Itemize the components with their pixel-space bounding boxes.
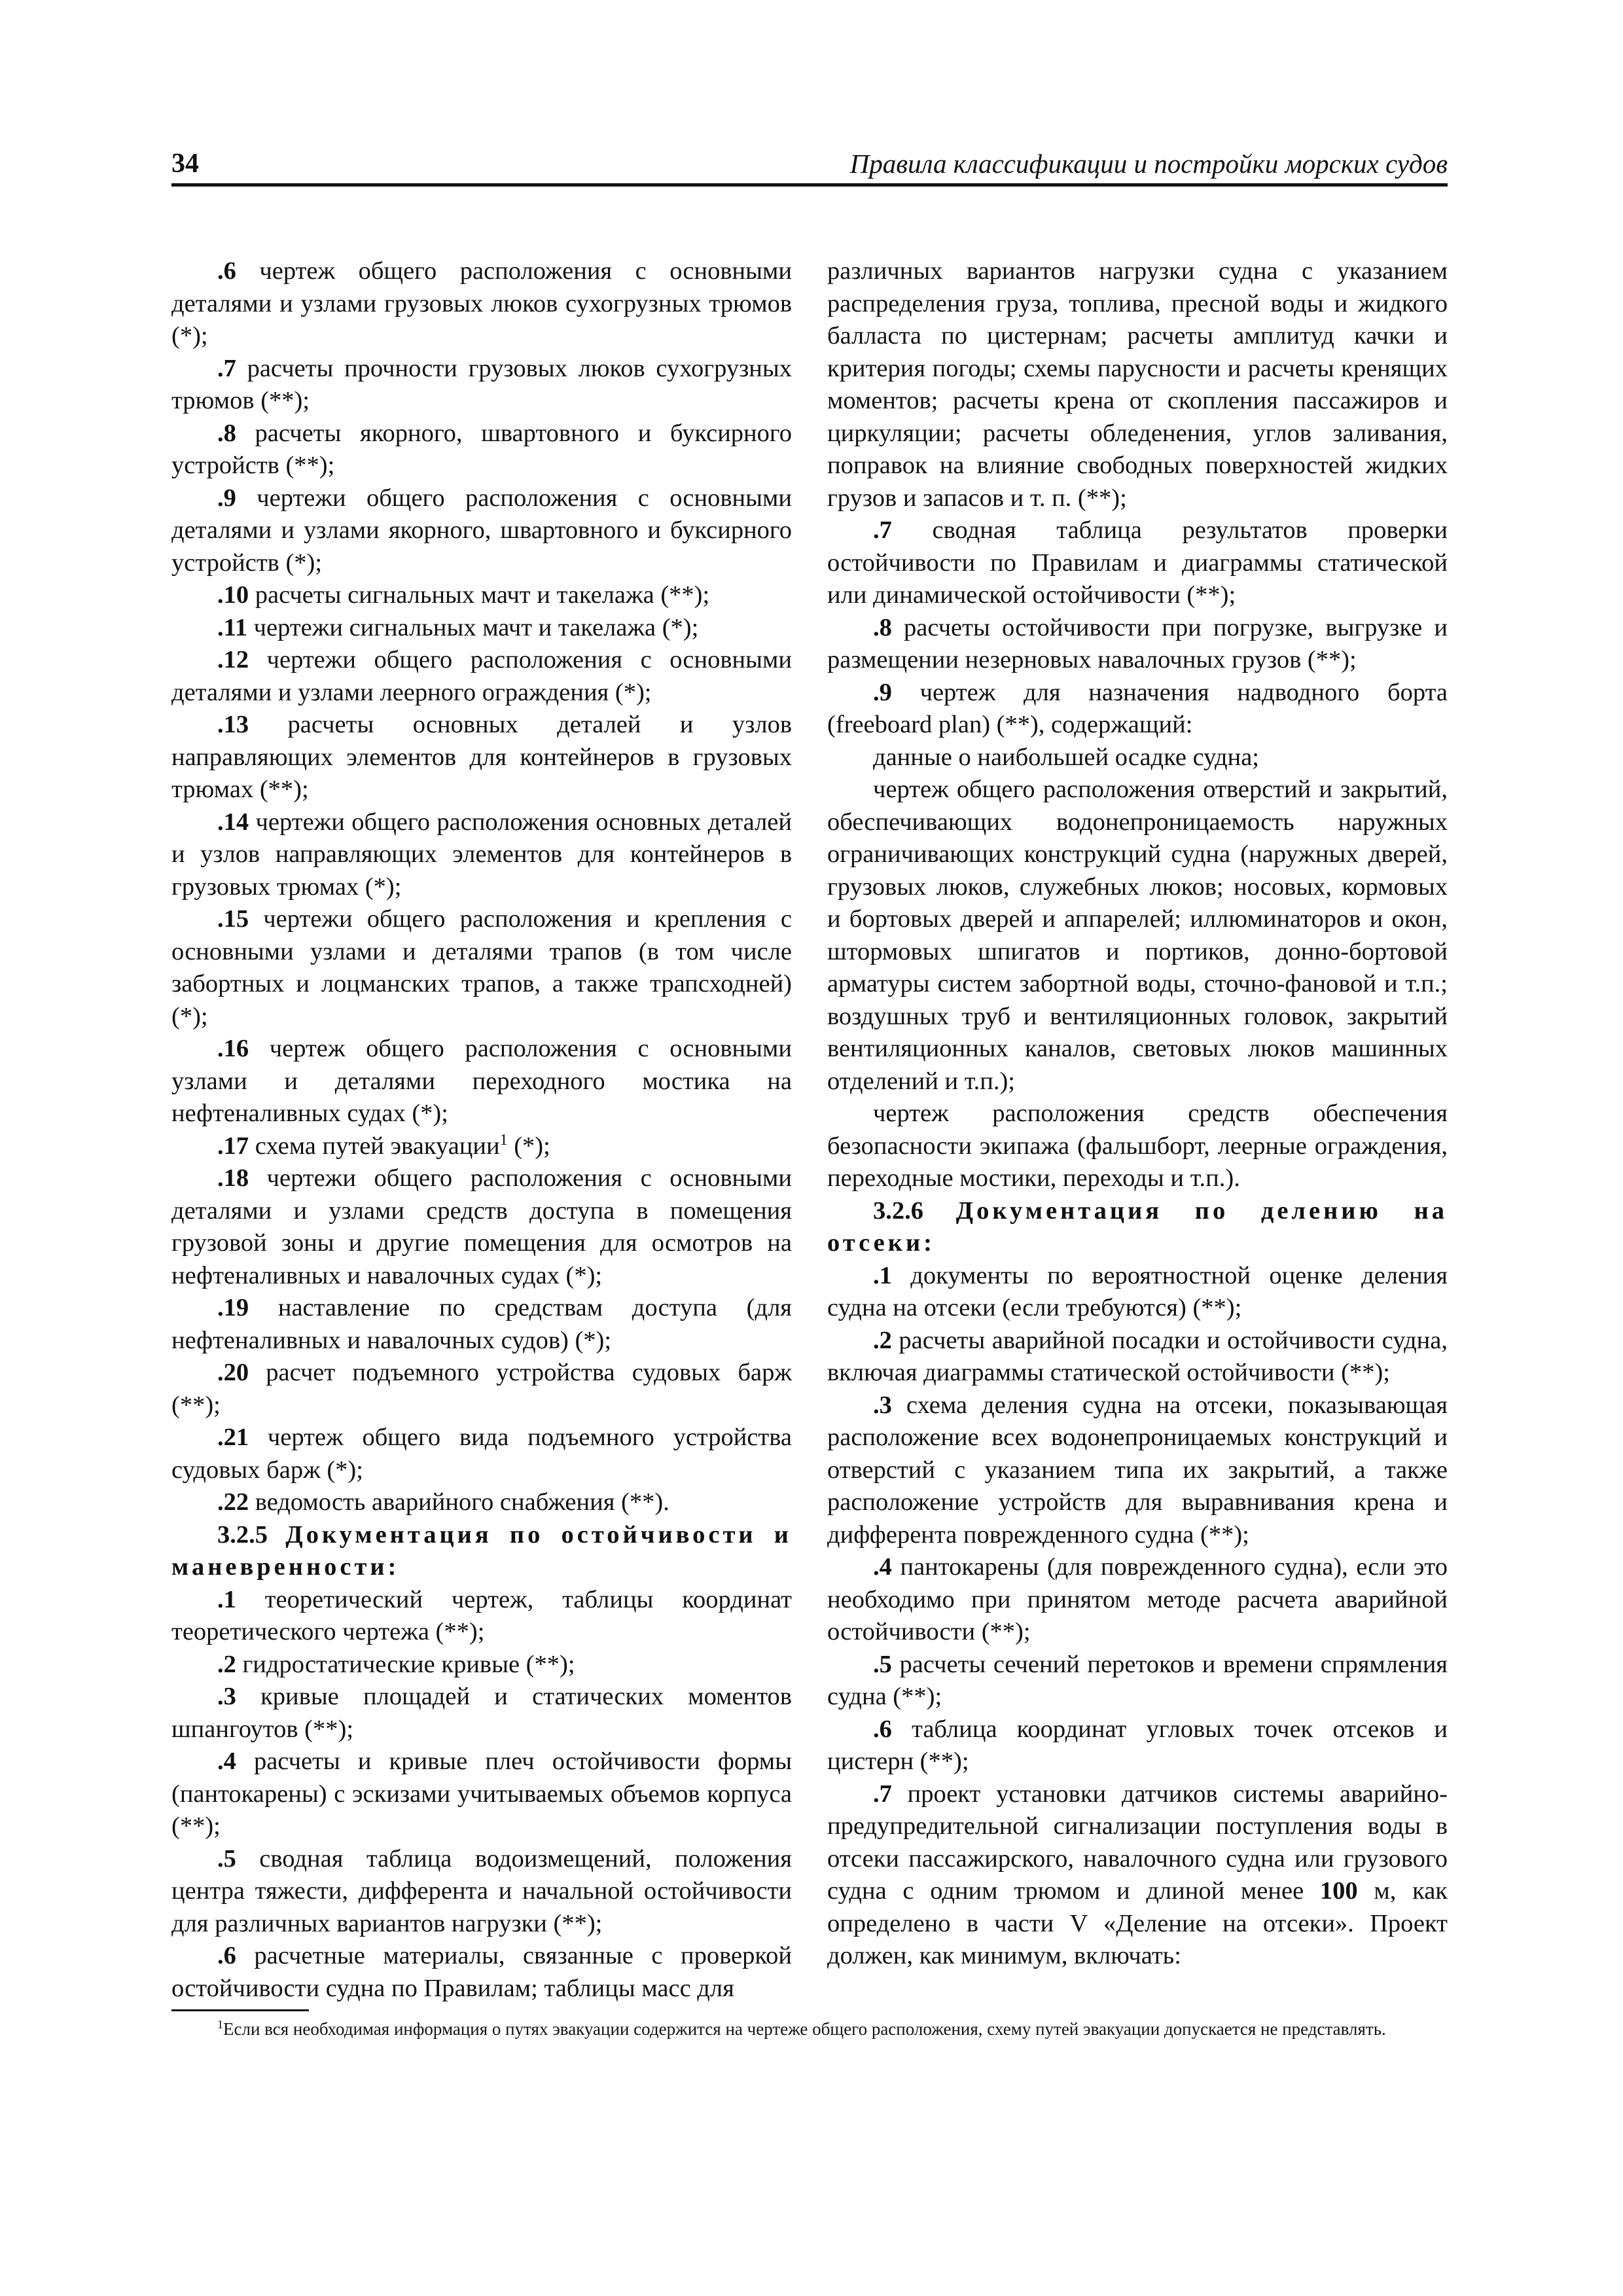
section-title: Документация по остойчивости и маневренности:: [171, 1520, 792, 1581]
list-item: [171, 1681, 792, 1746]
list-item: [171, 482, 792, 580]
item-text: наставление по средствам доступа (для нефтеналивных и навалочных судов) (*);: [171, 1294, 792, 1354]
item-text: документы по вероятностной оценке деления судна на отсеки (если требуются) (**);: [827, 1261, 1448, 1321]
item-text: гидростатические кривые (**);: [236, 1650, 575, 1678]
item-text: чертеж общего расположения с основными деталями и узлами грузовых люков сухогрузных трюмов (*);: [171, 257, 792, 350]
bold-value: 100: [1319, 1877, 1358, 1905]
item-number: .21: [217, 1424, 249, 1451]
list-item: [171, 418, 792, 482]
item-number: .2: [217, 1650, 236, 1678]
list-item: [171, 1162, 792, 1292]
section-number: 3.2.5: [217, 1520, 268, 1549]
item-text: расчеты основных деталей и узлов направляющих элементов для контейнеров в грузовых трюмах (**);: [171, 711, 792, 803]
item-text-tail: м, как определено в части V «Деление на отсеки». Проект должен, как минимум, включать:: [827, 1877, 1448, 1969]
footnote-divider: [171, 2009, 309, 2011]
list-item: [827, 612, 1448, 677]
item-text: сводная таблица водоизмещений, положения центра тяжести, дифферента и начальной остойчивости для различных вариантов нагрузки (**);: [171, 1844, 792, 1937]
list-item: [171, 806, 792, 904]
list-item: [827, 1551, 1448, 1649]
item-text-tail: (*);: [507, 1132, 550, 1160]
list-item: [827, 774, 1448, 1098]
item-text: чертежи общего расположения с основными деталями и узлами средств доступа в помещения грузовой зоны и другие помещения для осмотров на нефтеналивных и навалочных судах (*);: [171, 1164, 792, 1289]
item-number: .13: [217, 711, 249, 738]
item-number: .18: [217, 1164, 249, 1192]
item-number: .8: [217, 419, 236, 447]
list-item: [171, 612, 792, 645]
item-text: схема деления судна на отсеки, показывающая расположение всех водонепроницаемых конструкций и отверстий с указанием типа их закрытий, а также расположение устройств для выравнивания крена и дифферента поврежденного судна (**);: [827, 1391, 1448, 1549]
list-item: [171, 1357, 792, 1422]
item-number: .4: [217, 1748, 236, 1775]
list-item: [827, 1390, 1448, 1552]
item-text: чертеж общего вида подъемного устройства судовых барж (*);: [171, 1424, 792, 1484]
item-text: расчет подъемного устройства судовых барж (**);: [171, 1359, 792, 1419]
item-text: проект установки датчиков системы аварийно-предупредительной сигнализации поступления воды в отсеки пассажирского, навалочного судна или грузового судна с одним трюмом и длиной менее: [827, 1780, 1448, 1905]
item-number: .7: [873, 1780, 892, 1808]
right-column: [827, 255, 1448, 1973]
item-number: .16: [217, 1035, 249, 1062]
item-number: .22: [217, 1488, 249, 1516]
item-number: .11: [217, 613, 248, 641]
item-text: расчеты аварийной посадки и остойчивости судна, включая диаграммы статической остойчивости (**);: [827, 1326, 1448, 1386]
item-number: .7: [217, 354, 236, 382]
list-item: [827, 514, 1448, 612]
section-heading: [827, 1195, 1448, 1260]
item-text: расчеты сигнальных мачт и такелажа (**);: [249, 581, 710, 609]
list-item: [827, 1260, 1448, 1325]
left-column: [171, 255, 792, 2005]
running-title: Правила классификации и постройки морских судов: [849, 149, 1448, 179]
item-text: различных вариантов нагрузки судна с указанием распределения груза, топлива, пресной воды и жидкого балласта по цистернам; расчеты амплитуд качки и критерия погоды; схемы парусности и расчеты кренящих моментов; расчеты крена от скопления пассажиров и циркуляции; расчеты обледенения, углов заливания, поправок на влияние свободных поверхностей жидких грузов и запасов и т. п. (**);: [827, 257, 1448, 512]
item-text: чертежи сигнальных мачт и такелажа (*);: [247, 613, 699, 641]
list-item: [171, 353, 792, 418]
item-text: данные о наибольшей осадке судна;: [873, 743, 1259, 771]
item-number: .20: [217, 1359, 249, 1386]
footnote-text: [171, 2017, 1448, 2041]
list-item: [171, 1940, 792, 2005]
item-text: чертежи общего расположения с основными деталями и узлами леерного ограждения (*);: [171, 646, 792, 706]
item-number: .3: [217, 1683, 236, 1710]
item-number: .10: [217, 581, 249, 609]
item-number: .5: [873, 1650, 892, 1678]
item-text: чертежи общего расположения с основными деталями и узлами якорного, швартовного и буксирного устройств (*);: [171, 484, 792, 577]
item-number: .6: [217, 257, 236, 285]
footnote-body: Если вся необходимая информация о путях эвакуации содержится на чертеже общего расположения, схему путей эвакуации допускается не представлять.: [223, 2019, 1386, 2039]
item-text: расчеты прочности грузовых люков сухогрузных трюмов (**);: [171, 354, 792, 414]
item-number: .6: [873, 1715, 892, 1743]
list-item: [171, 1486, 792, 1519]
list-item: [171, 255, 792, 353]
item-text: чертеж расположения средств обеспечения безопасности экипажа (фальшборт, леерные ограждения, переходные мостики, переходы и т.п.).: [827, 1100, 1448, 1192]
item-number: .2: [873, 1326, 892, 1354]
list-item: [171, 579, 792, 612]
item-number: .15: [217, 905, 249, 933]
footnote-marker: 1: [217, 2018, 223, 2031]
item-text: кривые площадей и статических моментов шпангоутов (**);: [171, 1683, 792, 1743]
item-number: .14: [217, 808, 249, 836]
list-item: [171, 1843, 792, 1941]
list-item: [171, 1746, 792, 1843]
item-text: чертежи общего расположения и крепления с основными узлами и деталями трапов (в том числе забортных и лоцманских трапов, а также трапсходней) (*);: [171, 905, 792, 1030]
item-number: .5: [217, 1844, 236, 1873]
item-text: чертеж общего расположения отверстий и закрытий, обеспечивающих водонепроницаемость наружных ограничивающих конструкций судна (наружных дверей, грузовых люков, служебных люков; носовых, кормовых и бортовых дверей и аппарелей; иллюминаторов и окон, штормовых шпигатов и портиков, донно-бортовой арматуры систем забортной воды, сточно-фановой и т.п.; воздушных труб и вентиляционных головок, закрытий вентиляционных каналов, световых люков машинных отделений и т.п.);: [827, 776, 1448, 1095]
item-number: .3: [873, 1391, 892, 1419]
list-item: [827, 742, 1448, 774]
item-text: чертеж общего расположения с основными узлами и деталями переходного мостика на нефтеналивных судах (*);: [171, 1035, 792, 1127]
list-item: [827, 1098, 1448, 1195]
list-item: [827, 1713, 1448, 1778]
section-heading: [171, 1519, 792, 1584]
page-header: [171, 145, 1448, 187]
item-number: .8: [873, 613, 892, 641]
item-number: .1: [873, 1261, 892, 1289]
item-number: .7: [873, 516, 892, 544]
item-text: расчеты якорного, швартовного и буксирного устройств (**);: [171, 419, 792, 479]
item-text: ведомость аварийного снабжения (**).: [249, 1488, 669, 1516]
item-number: .19: [217, 1294, 249, 1321]
item-number: .9: [217, 484, 236, 512]
item-text: пантокарены (для поврежденного судна), если это необходимо при принятом методе расчета аварийной остойчивости (**);: [827, 1553, 1448, 1645]
list-item: [827, 677, 1448, 742]
item-text: расчетные материалы, связанные с проверкой остойчивости судна по Правилам; таблицы масс для: [171, 1942, 792, 2002]
list-item: [171, 709, 792, 806]
item-number: .9: [873, 678, 892, 706]
item-number: .6: [217, 1942, 236, 1969]
list-item: [827, 1325, 1448, 1390]
list-item: [171, 1292, 792, 1357]
item-text: расчеты и кривые плеч остойчивости формы (пантокарены) с эскизами учитываемых объемов корпуса (**);: [171, 1748, 792, 1840]
footnote: [171, 2017, 1448, 2041]
list-item: [827, 1778, 1448, 1973]
section-number: 3.2.6: [873, 1196, 923, 1225]
list-item: [171, 1033, 792, 1130]
page-number: 34: [171, 149, 199, 179]
item-number: .17: [217, 1132, 249, 1160]
list-item: [827, 255, 1448, 514]
item-text: сводная таблица результатов проверки остойчивости по Правилам и диаграммы статической или динамической остойчивости (**);: [827, 516, 1448, 609]
section-title: Документация по делению на отсеки:: [827, 1196, 1448, 1257]
list-item: [827, 1649, 1448, 1713]
item-text: чертежи общего расположения основных деталей и узлов направляющих элементов для контейнеров в грузовых трюмах (*);: [171, 808, 792, 901]
list-item: [171, 644, 792, 709]
item-text: таблица координат угловых точек отсеков и цистерн (**);: [827, 1715, 1448, 1775]
item-text: чертеж для назначения надводного борта (freeboard plan) (**), содержащий:: [827, 678, 1448, 738]
item-text: расчеты сечений перетоков и времени спрямления судна (**);: [827, 1650, 1448, 1710]
item-text: расчеты остойчивости при погрузке, выгрузке и размещении незерновых навалочных грузов (**);: [827, 613, 1448, 673]
item-text: схема путей эвакуации: [249, 1132, 500, 1160]
item-text: теоретический чертеж, таблицы координат теоретического чертежа (**);: [171, 1585, 792, 1645]
footnote-reference: 1: [499, 1131, 508, 1149]
item-number: .1: [217, 1585, 236, 1613]
list-item: [171, 1422, 792, 1486]
list-item: [171, 1649, 792, 1681]
list-item: [171, 1584, 792, 1649]
item-number: .4: [873, 1553, 892, 1581]
list-item: [171, 1130, 792, 1163]
item-number: .12: [217, 646, 249, 673]
list-item: [171, 903, 792, 1033]
